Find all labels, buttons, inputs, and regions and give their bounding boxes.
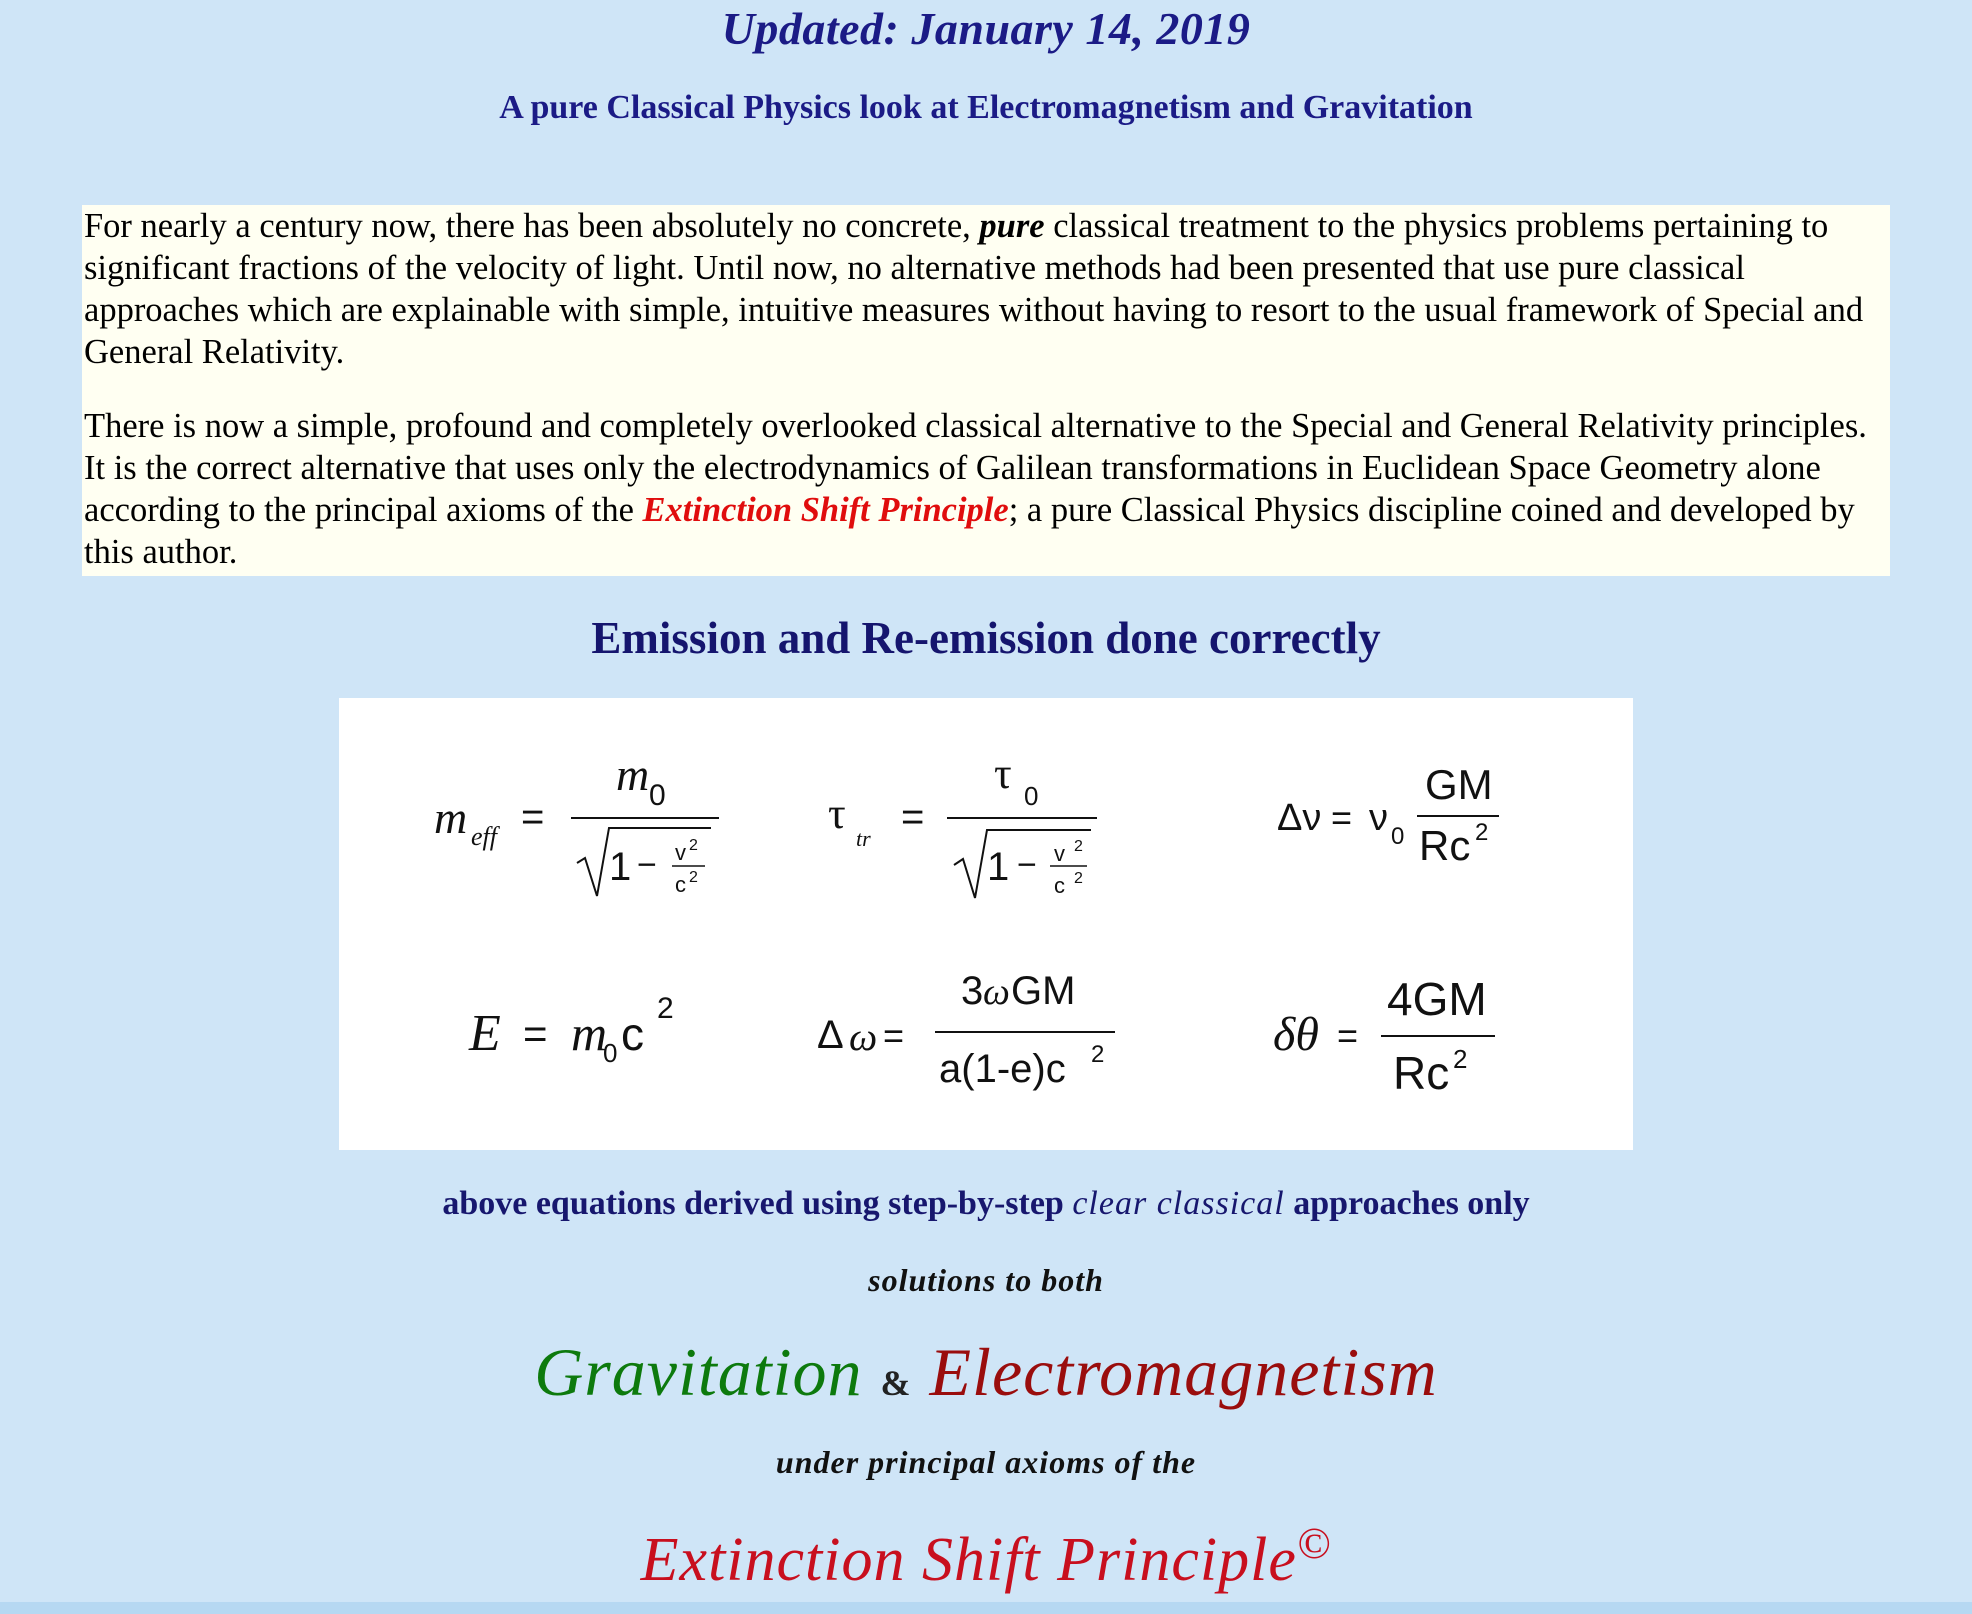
intro-p2-text: There is now a simple, profound and completely overlooked classical alternative to the Special and General Relativity principles. It is the correct alternative that uses only the electrodynamics of Galilean transformations in Euclidean Space Geometry alone according to the principal axioms of the [84, 407, 1867, 529]
eq-meff-lhs: m [434, 792, 468, 843]
eq-meff-v-exp: 2 [689, 837, 698, 854]
eq-dtheta-equals: = [1337, 1015, 1359, 1056]
eq-dtheta-num: 4GM [1387, 973, 1487, 1025]
eq-meff-num: m [616, 749, 650, 800]
eq-effective-mass [434, 749, 719, 897]
eq-dtheta-lhs: δθ [1273, 1008, 1319, 1061]
eq-energy-m: m [571, 1005, 608, 1061]
eq-meff-den-minus: − [637, 846, 657, 884]
derivation-text: above equations derived using step-by-step [442, 1185, 1073, 1222]
intro-box [82, 205, 1890, 576]
eq-meff-v: v [675, 840, 686, 865]
eq-tau-sub: tr [856, 826, 871, 851]
eq-domega-den: a(1-e)c [939, 1047, 1066, 1091]
page-subtitle: A pure Classical Physics look at Electromagnetism and Gravitation [499, 89, 1473, 126]
eq-energy-equals: = [523, 1010, 548, 1057]
eq-meff-den-one: 1 [609, 845, 632, 889]
gravitation-electromagnetism-title [0, 1330, 1972, 1425]
eq-tau-lhs: τ [828, 789, 846, 838]
eq-tau-den-one: 1 [987, 845, 1010, 889]
esp-title[interactable] [0, 1520, 1972, 1600]
eq-perihelion [817, 969, 1115, 1091]
eq-dtheta-exp: 2 [1453, 1044, 1468, 1074]
intro-p1-text-rest: classical treatment to the physics problems pertaining to significant fractions of the velocity of light. Until now, no alternative methods had been presented that use pure classical approaches which are explainable with simple, intuitive measures without having to resort to the usual framework of Special and General Relativity. [84, 207, 1864, 371]
eq-energy-exp: 2 [657, 992, 674, 1025]
equations-panel [339, 698, 1633, 1150]
eq-dnu-num: GM [1425, 761, 1493, 808]
eq-domega-omega: ω [849, 1014, 878, 1059]
intro-p1-text: For nearly a century now, there has been absolutely no concrete, [84, 207, 980, 245]
clear-classical-emphasis: clear classical [1072, 1185, 1285, 1222]
eq-dnu-exp: 2 [1475, 819, 1489, 846]
derivation-text-rest: approaches only [1284, 1185, 1530, 1222]
eq-tau-den-minus: − [1017, 846, 1037, 884]
eq-dnu-lhs: Δν [1277, 797, 1322, 839]
eq-tau-num-sub: 0 [1024, 781, 1039, 811]
eq-energy-m-sub: 0 [603, 1038, 618, 1068]
eq-domega-num-gm: GM [1011, 969, 1076, 1013]
intro-paragraph-2 [84, 405, 1888, 573]
derivation-caption [0, 1182, 1972, 1226]
eq-dnu-nu: ν [1369, 797, 1388, 839]
solutions-caption: solutions to both [868, 1262, 1104, 1298]
ampersand: & [880, 1363, 912, 1403]
eq-domega-delta: Δ [817, 1013, 844, 1057]
eq-domega-num-omega: ω [983, 971, 1010, 1013]
eq-dnu-equals: = [1331, 797, 1353, 838]
pure-emphasis: pure [979, 207, 1045, 245]
eq-domega-num-3: 3 [961, 969, 984, 1013]
eq-tau-v-exp: 2 [1074, 838, 1083, 855]
eq-dnu-den: Rc [1419, 822, 1471, 869]
eq-meff-c-exp: 2 [689, 869, 698, 886]
eq-domega-exp: 2 [1091, 1041, 1105, 1068]
eq-domega-equals: = [883, 1015, 905, 1056]
updated-date: Updated: January 14, 2019 [721, 3, 1251, 54]
eq-frequency-shift [1277, 761, 1499, 869]
equations-figure [339, 698, 1633, 1150]
bottom-divider [0, 1602, 1972, 1614]
section-heading: Emission and Re-emission done correctly [591, 613, 1381, 663]
gravitation-word: Gravitation [534, 1334, 863, 1410]
eq-tau-c-exp: 2 [1074, 870, 1083, 887]
eq-meff-num-sub: 0 [649, 779, 666, 812]
eq-dnu-nu-sub: 0 [1391, 823, 1405, 850]
copyright-symbol: © [1296, 1519, 1332, 1568]
esp-title-text: Extinction Shift Principle [640, 1526, 1297, 1594]
eq-tau-v: v [1054, 841, 1065, 866]
eq-meff-equals: = [521, 795, 545, 839]
eq-time-dilation [828, 749, 1097, 898]
eq-tau-equals: = [901, 795, 925, 839]
eq-dtheta-den: Rc [1393, 1047, 1450, 1099]
eq-tau-c: c [1054, 873, 1065, 898]
intro-paragraph-1 [84, 205, 1888, 373]
eq-energy-c: c [621, 1008, 644, 1060]
eq-tau-num: τ [994, 749, 1012, 798]
axioms-caption: under principal axioms of the [775, 1444, 1197, 1480]
eq-meff-sub: eff [471, 822, 497, 851]
extinction-shift-link[interactable]: Extinction Shift Principle [642, 491, 1009, 529]
eq-light-deflection [1273, 973, 1495, 1099]
intro-p2-text-rest: ; a pure Classical Physics discipline coined and developed by this author. [84, 491, 1855, 571]
eq-energy-lhs: E [469, 1005, 501, 1062]
eq-meff-c: c [675, 872, 686, 897]
electromagnetism-word: Electromagnetism [929, 1334, 1438, 1410]
eq-energy [468, 992, 674, 1068]
